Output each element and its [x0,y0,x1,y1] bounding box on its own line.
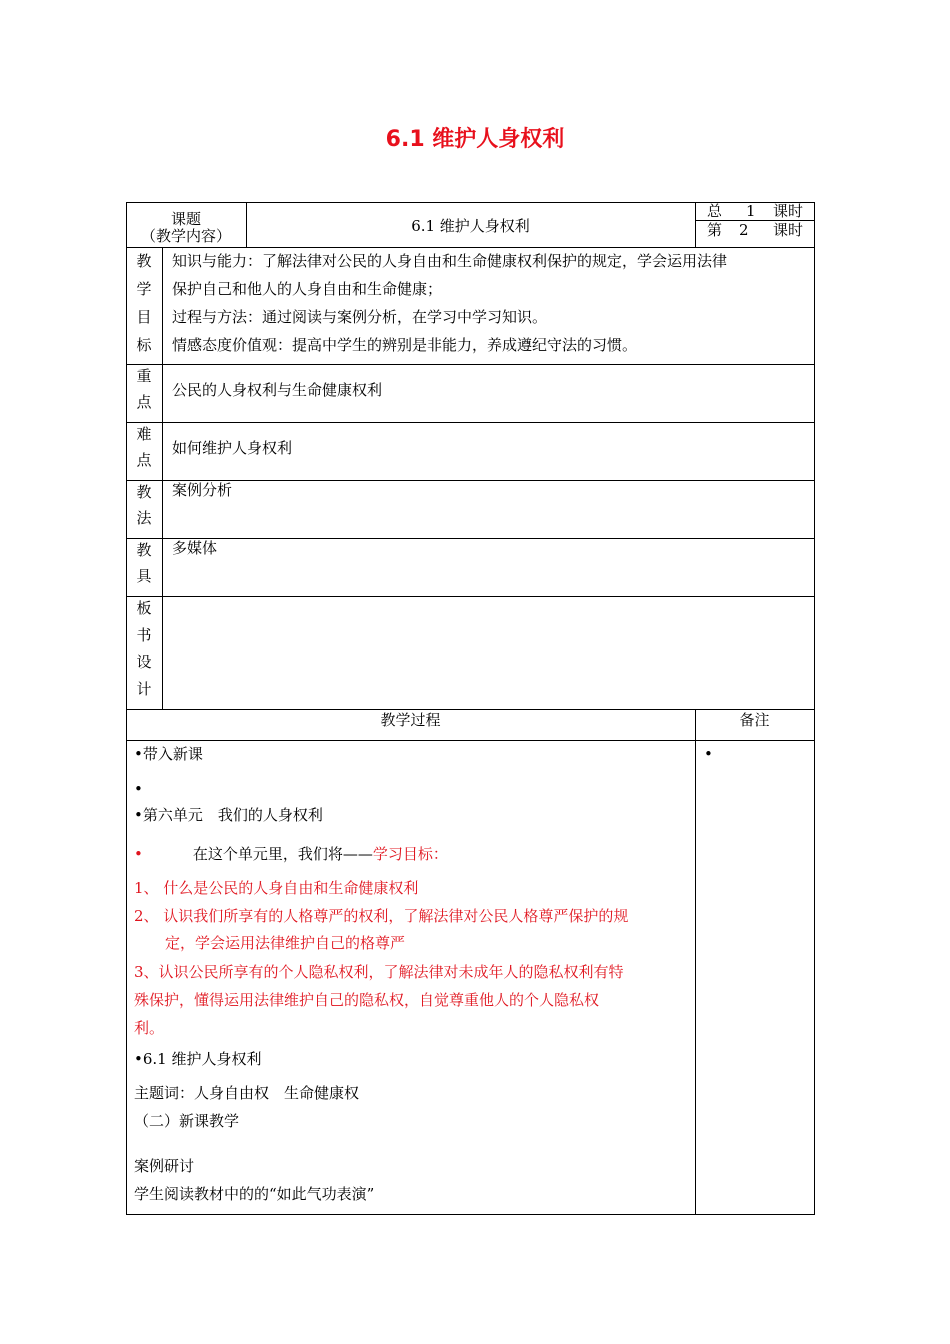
lesson-topic: 6.1 维护人身权利 [411,217,530,235]
objectives-label-4: 标 [136,336,152,354]
nth-value: 2 [739,221,749,239]
objectives-label-3: 目 [136,308,152,326]
board-label-1: 板 [136,599,152,617]
process-header: 教学过程 [380,711,441,729]
header-label-line2: （教学内容） [140,227,231,245]
goal-highlight: 学习目标： [372,845,448,863]
section-item [134,1049,261,1069]
board-label-3: 设 [136,653,152,671]
bullet: • [134,845,143,863]
board-label-4: 计 [136,680,152,698]
method-text: 案例分析 [172,481,233,499]
goal-line: 3、认识公民所享有的个人隐私权利，了解法律对未成年人的隐私权利有特 [134,963,624,981]
bullet: • [134,780,143,798]
goal-line: 1、 什么是公民的人身自由和生命健康权利 [134,879,419,897]
objective-line: 知识与能力：了解法律对公民的人身自由和生命健康权利保护的规定，学会运用法律 [172,252,728,270]
unit-text: 第六单元 我们的人身权利 [142,806,323,824]
board-label-2: 书 [136,626,152,644]
case-text: 学生阅读教材中的的“如此气功表演” [134,1185,375,1203]
header-label-line1: 课题 [170,210,201,228]
goal-line: 定，学会运用法律维护自己的格尊严 [165,934,406,952]
total-value: 1 [746,202,756,220]
nth-unit: 课时 [773,221,804,239]
bullet: • [134,745,143,763]
objective-line: 保护自己和他人的人身自由和生命健康； [172,280,443,298]
key-label-2: 点 [136,393,152,411]
objectives-label-1: 教 [136,252,152,270]
goal-line: 利。 [134,1019,165,1037]
difficulty-label-2: 点 [136,451,152,469]
total-unit: 课时 [773,202,804,220]
intro-text: 带入新课 [142,745,203,763]
intro-item [134,744,203,764]
method-label-2: 法 [136,509,152,527]
bullet: • [134,806,143,824]
page-title: 6.1 维护人身权利 [385,127,565,152]
difficulty-label-1: 难 [136,425,152,443]
method-label-1: 教 [136,483,152,501]
key-label-1: 重 [136,367,152,385]
keywords-text: 主题词：人身自由权 生命健康权 [134,1084,360,1102]
goal-lead-item [134,844,448,864]
tools-text: 多媒体 [172,539,218,557]
notes-header: 备注 [739,711,770,729]
tools-label-1: 教 [136,541,152,559]
objective-line: 过程与方法：通过阅读与案例分析，在学习中学习知识。 [172,308,548,326]
goal-lead-text: 在这个单元里，我们将—— [192,845,373,863]
section-text: 6.1 维护人身权利 [142,1050,262,1068]
bullet: • [134,1050,143,1068]
objective-line: 情感态度价值观：提高中学生的辨别是非能力，养成遵纪守法的习惯。 [172,336,638,354]
unit-item [134,805,323,825]
notes-bullet: • [704,745,713,763]
empty-bullet-item [134,779,143,799]
new-lesson-text: （二）新课教学 [134,1112,240,1130]
difficulty-text: 如何维护人身权利 [172,439,293,457]
tools-label-2: 具 [136,567,152,585]
total-label: 总 [707,202,723,220]
objectives-label-2: 学 [136,280,152,298]
goal-line: 2、 认识我们所享有的人格尊严的权利，了解法律对公民人格尊严保护的规 [134,907,629,925]
key-point-text: 公民的人身权利与生命健康权利 [172,381,383,399]
goal-line: 殊保护，懂得运用法律维护自己的隐私权，自觉尊重他人的个人隐私权 [134,991,600,1009]
case-title: 案例研讨 [134,1157,195,1175]
nth-label: 第 [707,221,723,239]
